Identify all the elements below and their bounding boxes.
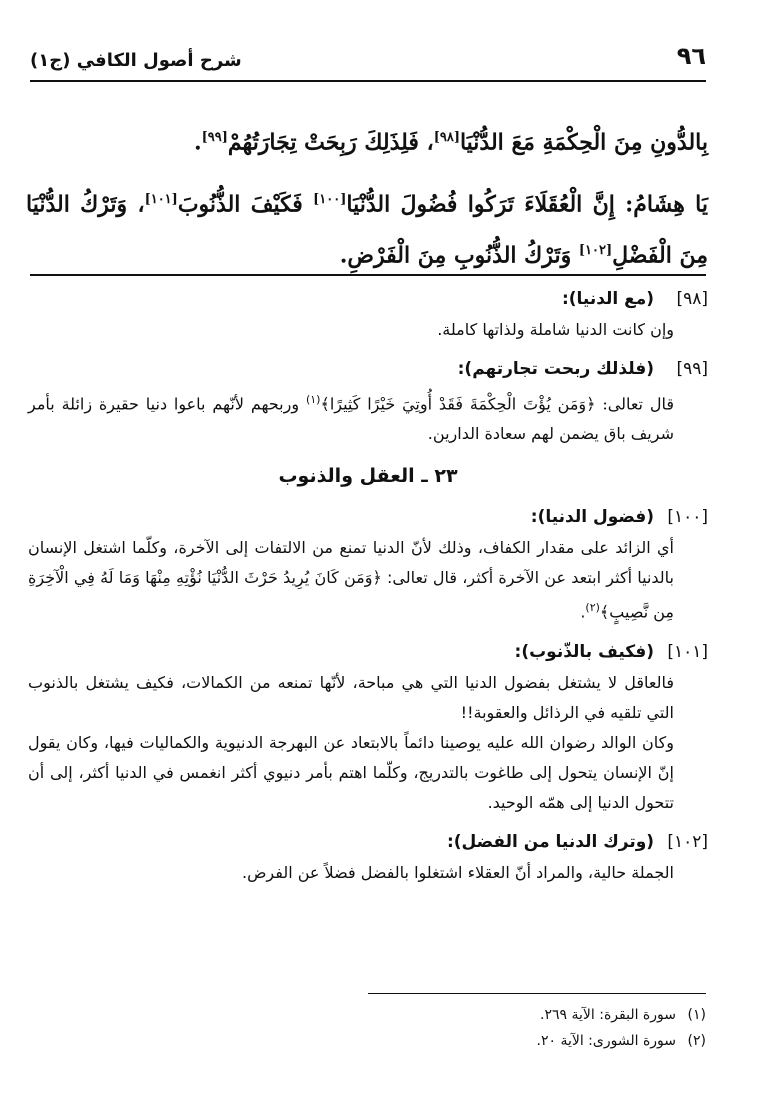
- note-heading: [28, 353, 708, 385]
- footnote-1: (١)سورة البقرة: الآية ٢٦٩.: [540, 1007, 706, 1023]
- note-heading: [28, 826, 708, 858]
- footnote-2: (٢)سورة الشورى: الآية ٢٠.: [536, 1033, 706, 1049]
- footnote-marker-98[interactable]: [٩٨]: [433, 130, 460, 145]
- page-number: ٩٦: [676, 42, 706, 70]
- note-number: [٩٩]: [676, 359, 708, 379]
- note-number: [٩٨]: [676, 289, 708, 309]
- book-title: شرح أصول الكافي (ج١): [30, 50, 242, 71]
- note-body: وإن كانت الدنيا شاملة ولذاتها كاملة.: [437, 320, 674, 339]
- section-divider: [30, 274, 706, 276]
- note-title: (وترك الدنيا من الفضل):: [446, 831, 655, 852]
- footnote-ref-1[interactable]: (١): [305, 393, 321, 406]
- section-heading: ٢٣ ـ العقل والذنوب: [278, 465, 458, 488]
- note-number: [١٠٢]: [667, 831, 708, 852]
- footnote-marker-102[interactable]: [١٠٢]: [578, 242, 613, 258]
- note-99: [28, 353, 708, 449]
- note-heading: [28, 501, 708, 533]
- note-98: [28, 283, 708, 345]
- footnote-marker-99[interactable]: [٩٩]: [201, 130, 228, 145]
- note-title: (فكيف بالذّنوب):: [514, 641, 655, 662]
- note-number: [١٠١]: [667, 641, 708, 662]
- note-100: [28, 501, 708, 627]
- note-101: [28, 636, 708, 818]
- note-title: (فلذلك ربحت تجارتهم):: [457, 359, 655, 379]
- note-title: (فضول الدنيا):: [530, 507, 655, 528]
- note-body: الجملة حالية، والمراد أنّ العقلاء اشتغلوا بالفضل فضلاً عن الفرض.: [241, 862, 674, 882]
- footnote-marker-100[interactable]: [١٠٠]: [313, 192, 347, 208]
- page-header: [30, 42, 706, 78]
- header-divider: [30, 80, 706, 82]
- note-body: فالعاقل لا يشتغل بفضول الدنيا التي هي مباحة، لأنّها تمنعه من الكمالات، فكيف يشتغل بالذنوب التي تلقيه في الرذائل والعقوبة!! وكان الوالد رضوان الله عليه يوصينا دائماً بالابتعاد عن البهرجة الدنيوية والكماليات فيها، وكان يقول إنّ الإنسان يتحول إلى طاغوت بالتدريج، وكلّما اهتم بأمر دنيوي أكثر انغمس في الدنيا أكثر، إلى أن تتحول الدنيا إلى همّه الوحيد.: [28, 672, 674, 812]
- note-heading: [28, 283, 708, 315]
- footnote-ref-2[interactable]: (٢): [585, 601, 600, 615]
- note-heading: [28, 636, 708, 668]
- note-number: [١٠٠]: [667, 507, 708, 528]
- hadith-text: [26, 115, 708, 290]
- commentary: [28, 283, 708, 896]
- footnote-divider: [368, 993, 706, 994]
- note-body: قال تعالى: ﴿وَمَن يُؤْتَ الْحِكْمَةَ فَقَدْ أُوتِيَ خَيْرًا كَثِيرًا﴾$^{(١)}$ وربحهم لأنّهم باعوا دنيا حقيرة زائلة بأمر شريف باق يضمن لهم سعادة الدارين.: [28, 393, 675, 444]
- hadith-paragraph-2: يَا هِشَامُ: إِنَّ الْعُقَلَاءَ تَرَكُوا فُضُولَ الدُّنْيَا[١٠٠] فَكَيْفَ الذُّنُوبَ[١٠١]، وَتَرْكُ الدُّنْيَا مِنَ الْفَضْلِ[١٠٢] وَتَرْكُ الذُّنُوبِ مِنَ الْفَرْضِ.: [26, 191, 708, 268]
- footnote-marker-101[interactable]: [١٠١]: [144, 192, 178, 208]
- note-102: [28, 826, 708, 888]
- footnotes: [537, 1002, 707, 1054]
- note-body: أي الزائد على مقدار الكفاف، وذلك لأنّ الدنيا تمنع من الالتفات إلى الآخرة، وكلّما اشتغل الإنسان بالدنيا أكثر ابتعد عن الآخرة أكثر، قال تعالى: ﴿وَمَن كَانَ يُرِيدُ حَرْثَ الدُّنْيَا نُؤْتِهِ مِنْهَا وَمَا لَهُ فِي الْآخِرَةِ مِن نَّصِيبٍ﴾$^{(٢)}$.: [28, 538, 674, 622]
- note-title: (مع الدنيا):: [561, 289, 655, 309]
- hadith-line-1: بِالدُّونِ مِنَ الْحِكْمَةِ مَعَ الدُّنْيَا[٩٨]، فَلِذَلِكَ رَبِحَتْ تِجَارَتُهُمْ[٩٩].: [193, 129, 708, 156]
